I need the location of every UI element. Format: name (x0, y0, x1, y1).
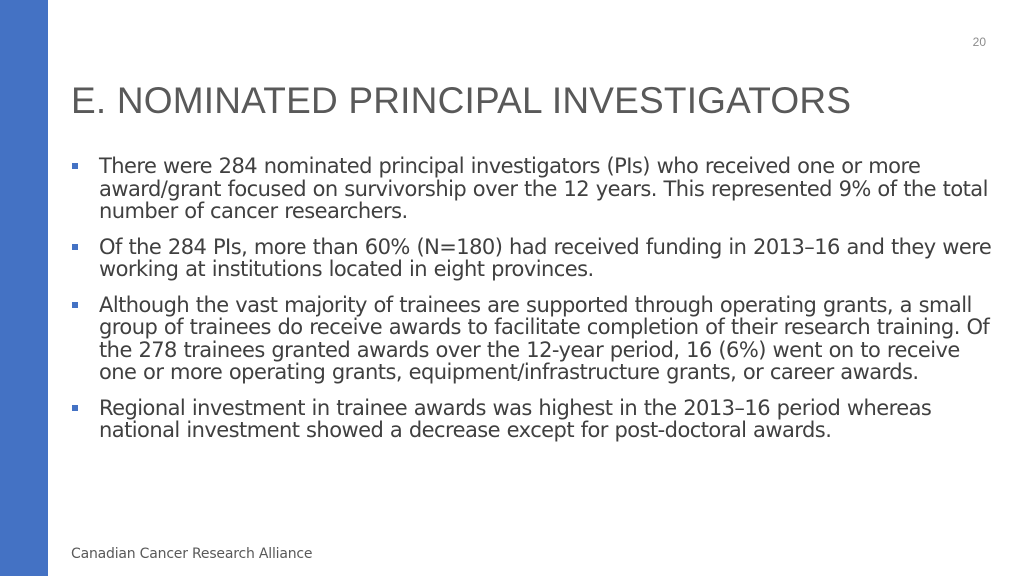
bullet-text: Although the vast majority of trainees are supported through operating grants, a small group of trainees do receive awards to facilitate completion of their research training. Of the 278 trainees granted awards over the 12-year period, 16 (6%) went on to receive one or more operating grants, equipment/infrastructure grants, or career awards. (99, 292, 990, 384)
bullet-item (72, 294, 997, 384)
accent-side-bar (0, 0, 48, 576)
bullet-item (72, 155, 997, 223)
bullet-item (72, 236, 997, 281)
bullet-text: Of the 284 PIs, more than 60% (N=180) had received funding in 2013–16 and they were working at institutions located in eight provinces. (99, 234, 992, 281)
square-bullet-icon (72, 405, 78, 411)
footer-organization: Canadian Cancer Research Alliance (71, 546, 313, 562)
square-bullet-icon (72, 163, 78, 169)
bullet-text: There were 284 nominated principal investigators (PIs) who received one or more award/grant focused on survivorship over the 12 years. This represented 9% of the total number of cancer researchers. (99, 154, 988, 223)
bullet-item (72, 397, 997, 442)
bullet-list (72, 155, 997, 455)
slide-title: E. NOMINATED PRINCIPAL INVESTIGATORS (71, 80, 852, 121)
square-bullet-icon (72, 302, 78, 308)
page-number: 20 (972, 35, 986, 49)
square-bullet-icon (72, 244, 78, 250)
bullet-text: Regional investment in trainee awards was highest in the 2013–16 period whereas national investment showed a decrease except for post-doctoral awards. (99, 395, 932, 442)
